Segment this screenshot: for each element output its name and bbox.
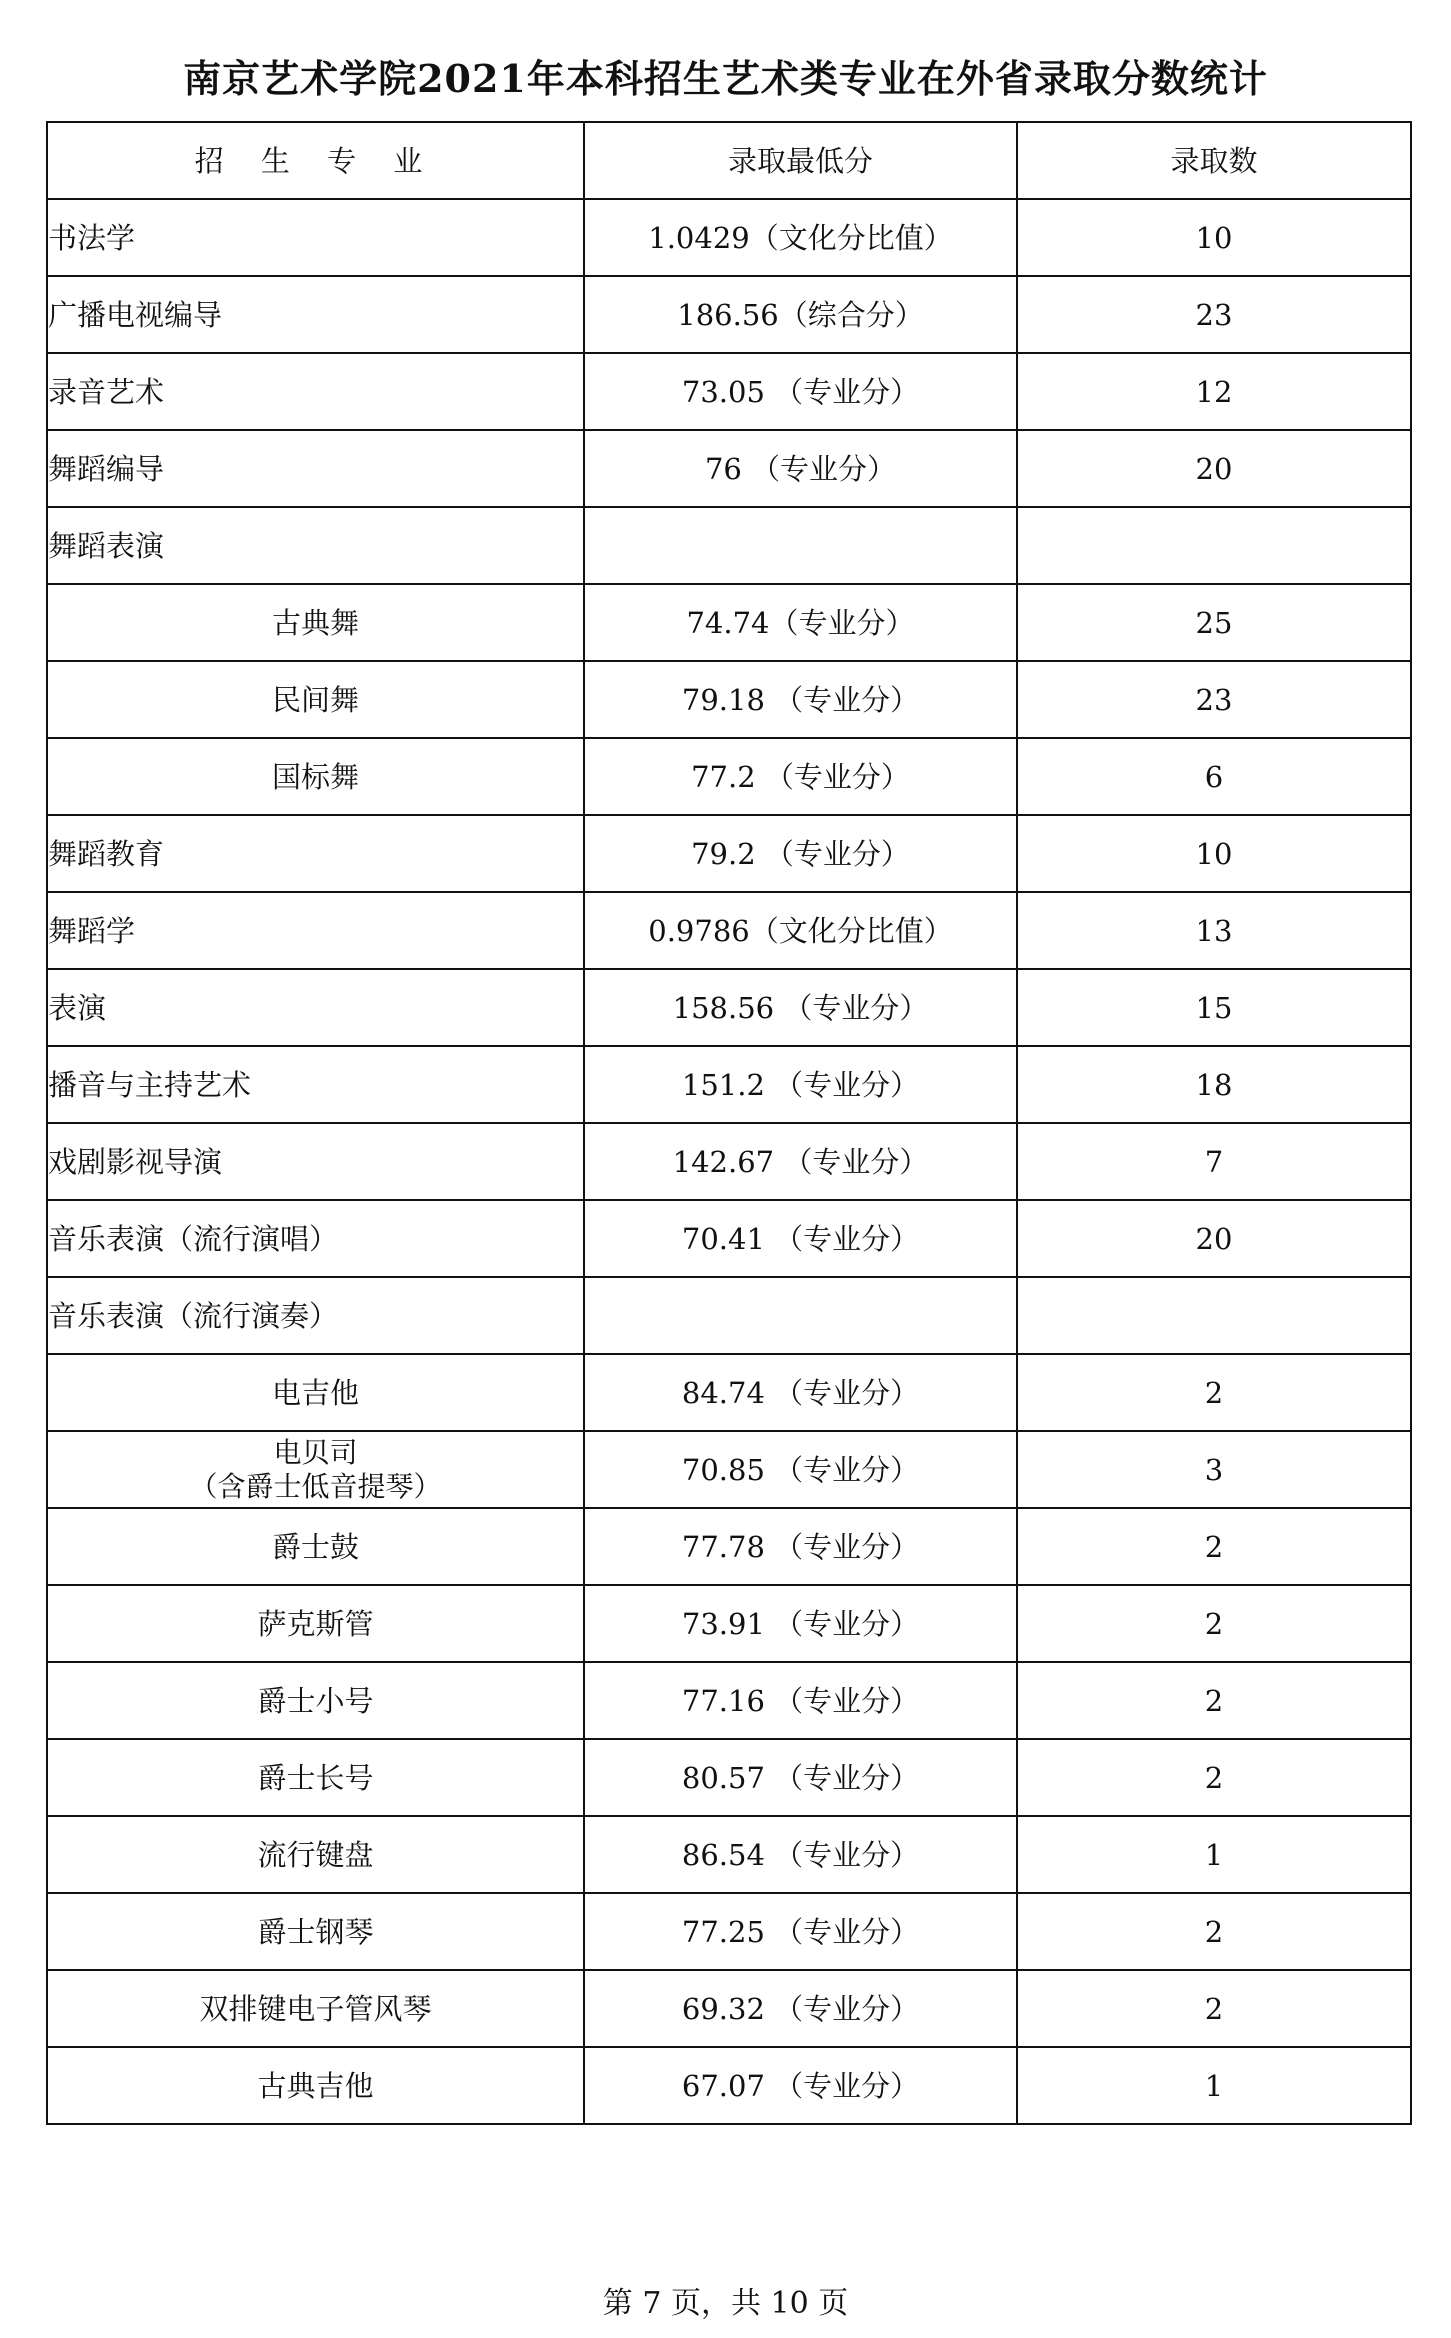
cell-min-score: 1.0429（文化分比值） xyxy=(584,199,1017,276)
cell-min-score xyxy=(584,1277,1017,1354)
cell-min-score: 186.56（综合分） xyxy=(584,276,1017,353)
table-row xyxy=(47,969,1411,1046)
header-major-label: 招 生 专 业 xyxy=(194,143,437,178)
cell-min-score: 77.2 （专业分） xyxy=(584,738,1017,815)
cell-count: 10 xyxy=(1017,199,1411,276)
cell-min-score: 67.07 （专业分） xyxy=(584,2047,1017,2124)
major-name: 舞蹈编导 xyxy=(48,451,165,486)
table-row xyxy=(47,1046,1411,1123)
cell-major xyxy=(47,1508,584,1585)
cell-min-score: 77.78 （专业分） xyxy=(584,1508,1017,1585)
cell-count: 12 xyxy=(1017,353,1411,430)
table-row xyxy=(47,1816,1411,1893)
cell-count: 23 xyxy=(1017,276,1411,353)
major-name: 电贝司 xyxy=(273,1435,358,1469)
major-name: 舞蹈教育 xyxy=(48,836,165,871)
cell-major xyxy=(47,276,584,353)
cell-major xyxy=(47,1893,584,1970)
table-row xyxy=(47,1893,1411,1970)
cell-count xyxy=(1017,1277,1411,1354)
cell-count: 6 xyxy=(1017,738,1411,815)
major-name: 爵士小号 xyxy=(257,1683,374,1718)
cell-min-score: 80.57 （专业分） xyxy=(584,1739,1017,1816)
cell-count: 2 xyxy=(1017,1585,1411,1662)
cell-min-score: 73.05 （专业分） xyxy=(584,353,1017,430)
cell-major xyxy=(47,430,584,507)
cell-count: 3 xyxy=(1017,1431,1411,1508)
table-body xyxy=(47,199,1411,2124)
cell-min-score: 86.54 （专业分） xyxy=(584,1816,1017,1893)
page-title: 南京艺术学院2021年本科招生艺术类专业在外省录取分数统计 xyxy=(183,56,1268,101)
cell-count: 7 xyxy=(1017,1123,1411,1200)
table-row xyxy=(47,892,1411,969)
major-name: 书法学 xyxy=(48,220,136,255)
table-row xyxy=(47,1277,1411,1354)
cell-count: 2 xyxy=(1017,1662,1411,1739)
major-name: 表演 xyxy=(48,990,107,1025)
cell-min-score: 74.74（专业分） xyxy=(584,584,1017,661)
cell-major xyxy=(47,969,584,1046)
major-name: 音乐表演（流行演奏） xyxy=(48,1298,339,1333)
cell-min-score: 151.2 （专业分） xyxy=(584,1046,1017,1123)
cell-min-score: 84.74 （专业分） xyxy=(584,1354,1017,1431)
major-name: 国标舞 xyxy=(271,759,359,794)
cell-count: 20 xyxy=(1017,1200,1411,1277)
major-name: 双排键电子管风琴 xyxy=(199,1991,432,2026)
table-row xyxy=(47,1508,1411,1585)
cell-count: 20 xyxy=(1017,430,1411,507)
major-name: 广播电视编导 xyxy=(48,297,223,332)
cell-count: 2 xyxy=(1017,1739,1411,1816)
cell-major xyxy=(47,1123,584,1200)
page-footer: 第 7 页，共 10 页 xyxy=(602,2286,849,2321)
cell-min-score: 79.2 （专业分） xyxy=(584,815,1017,892)
cell-major xyxy=(47,815,584,892)
cell-major xyxy=(47,507,584,584)
table-row xyxy=(47,430,1411,507)
cell-min-score: 70.85 （专业分） xyxy=(584,1431,1017,1508)
cell-major xyxy=(47,1354,584,1431)
cell-count: 2 xyxy=(1017,1970,1411,2047)
cell-major xyxy=(47,1431,584,1508)
cell-major xyxy=(47,1970,584,2047)
cell-count: 10 xyxy=(1017,815,1411,892)
major-name: 舞蹈学 xyxy=(48,913,136,948)
major-name-note: （含爵士低音提琴） xyxy=(189,1469,442,1503)
cell-major xyxy=(47,1277,584,1354)
cell-count: 2 xyxy=(1017,1893,1411,1970)
cell-min-score: 158.56 （专业分） xyxy=(584,969,1017,1046)
cell-major xyxy=(47,892,584,969)
table-row xyxy=(47,661,1411,738)
table-row xyxy=(47,1354,1411,1431)
major-name: 古典吉他 xyxy=(257,2068,374,2103)
major-name: 萨克斯管 xyxy=(257,1606,374,1641)
cell-min-score: 79.18 （专业分） xyxy=(584,661,1017,738)
table-row xyxy=(47,1200,1411,1277)
major-name: 爵士钢琴 xyxy=(257,1914,374,1949)
cell-count: 18 xyxy=(1017,1046,1411,1123)
major-name: 录音艺术 xyxy=(48,374,165,409)
admission-scores-table xyxy=(46,121,1412,2125)
major-name: 古典舞 xyxy=(271,605,359,640)
cell-min-score xyxy=(584,507,1017,584)
cell-major xyxy=(47,1200,584,1277)
cell-min-score: 0.9786（文化分比值） xyxy=(584,892,1017,969)
cell-major xyxy=(47,353,584,430)
table-row xyxy=(47,1585,1411,1662)
cell-count: 2 xyxy=(1017,1508,1411,1585)
cell-count: 15 xyxy=(1017,969,1411,1046)
cell-min-score: 77.25 （专业分） xyxy=(584,1893,1017,1970)
table-row xyxy=(47,1739,1411,1816)
cell-major xyxy=(47,1739,584,1816)
cell-count: 25 xyxy=(1017,584,1411,661)
cell-count: 23 xyxy=(1017,661,1411,738)
cell-major xyxy=(47,2047,584,2124)
table-row xyxy=(47,584,1411,661)
cell-min-score: 142.67 （专业分） xyxy=(584,1123,1017,1200)
header-major xyxy=(47,122,584,199)
table-row xyxy=(47,353,1411,430)
major-name: 戏剧影视导演 xyxy=(48,1144,223,1179)
cell-min-score: 73.91 （专业分） xyxy=(584,1585,1017,1662)
major-name: 电吉他 xyxy=(271,1375,359,1410)
table-header-row xyxy=(47,122,1411,199)
cell-count: 1 xyxy=(1017,2047,1411,2124)
major-name: 音乐表演（流行演唱） xyxy=(48,1221,339,1256)
table-row xyxy=(47,1662,1411,1739)
major-name: 民间舞 xyxy=(271,682,359,717)
table-row xyxy=(47,815,1411,892)
cell-min-score: 69.32 （专业分） xyxy=(584,1970,1017,2047)
cell-count xyxy=(1017,507,1411,584)
cell-major xyxy=(47,661,584,738)
cell-count: 2 xyxy=(1017,1354,1411,1431)
cell-count: 13 xyxy=(1017,892,1411,969)
cell-min-score: 76 （专业分） xyxy=(584,430,1017,507)
table-row xyxy=(47,507,1411,584)
cell-min-score: 70.41 （专业分） xyxy=(584,1200,1017,1277)
cell-count: 1 xyxy=(1017,1816,1411,1893)
header-min-score: 录取最低分 xyxy=(584,122,1017,199)
cell-major xyxy=(47,1662,584,1739)
table-row xyxy=(47,1431,1411,1508)
major-name: 爵士鼓 xyxy=(271,1529,359,1564)
major-name: 舞蹈表演 xyxy=(48,528,165,563)
cell-major xyxy=(47,738,584,815)
table-row xyxy=(47,199,1411,276)
table-row xyxy=(47,1123,1411,1200)
cell-major xyxy=(47,199,584,276)
table-row xyxy=(47,738,1411,815)
major-name: 播音与主持艺术 xyxy=(48,1067,252,1102)
header-count: 录取数 xyxy=(1017,122,1411,199)
cell-major xyxy=(47,584,584,661)
cell-major xyxy=(47,1046,584,1123)
major-name: 流行键盘 xyxy=(257,1837,374,1872)
cell-major xyxy=(47,1585,584,1662)
table-row xyxy=(47,2047,1411,2124)
cell-major xyxy=(47,1816,584,1893)
major-name: 爵士长号 xyxy=(257,1760,374,1795)
table-row xyxy=(47,276,1411,353)
table-row xyxy=(47,1970,1411,2047)
cell-min-score: 77.16 （专业分） xyxy=(584,1662,1017,1739)
